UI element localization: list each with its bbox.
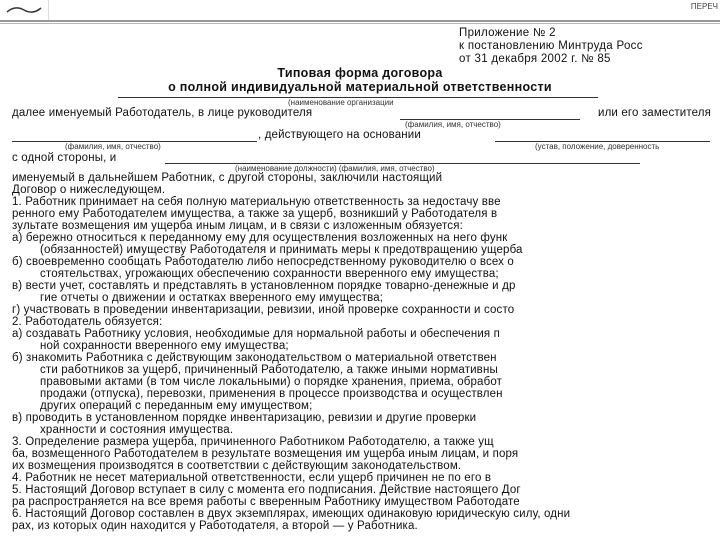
fio-hint-2: (фамилия, имя, отчество) [65, 142, 161, 151]
wave-logo-icon [6, 4, 42, 16]
clause-6: 6. Настоящий Договор составлен в двух экземплярах, имеющих одинаковую юридическую силу, одни [12, 508, 571, 520]
body-line-5: именуемый в дальнейшем Работник, с другой стороны, заключили настоящий [12, 172, 443, 184]
body-line-1-end: или его заместителя [598, 107, 712, 119]
clause-2b-cont-4: других операций с переданным ему имуществом; [40, 400, 313, 412]
clause-2b-cont-2: правовыми актами (в том числе локальными) о порядке хранения, приема, обработ [40, 376, 503, 388]
clause-2b: б) знакомить Работника с действующим законодательством о материальной ответствен [12, 352, 497, 364]
top-bar [0, 0, 720, 22]
fio-hint-1: (фамилия, имя, отчество) [405, 120, 501, 129]
body-line-6: Договор о нижеследующем. [12, 184, 166, 196]
clause-5-cont: ра распространяется на все время работы с вверенным Работнику имуществом Работодате [12, 496, 520, 508]
clause-1a-cont: (обязанностей) имуществу Работодателя и принимать меры к предотвращению ущерба [40, 244, 523, 256]
logo [0, 0, 49, 20]
clause-2c-cont: хранности и состояния имущества. [40, 424, 234, 436]
clause-6-cont: рах, из которых один находится у Работодателя, а второй — у Работника. [12, 520, 418, 532]
body-line-4: с одной стороны, и [12, 152, 117, 164]
clause-1b-cont: стоятельствах, угрожающих обеспечению сохранности вверенного ему имущества; [40, 268, 499, 280]
clause-2a-cont: ной сохранности вверенного ему имущества; [40, 340, 289, 352]
document-subtitle: о полной индивидуальной материальной ответственности [168, 80, 552, 94]
top-rule-thin [0, 23, 720, 24]
appendix-line-1: Приложение № 2 [459, 27, 556, 39]
clause-1b: б) своевременно сообщать Работодателю либо непосредственному руководителю о всех о [12, 256, 514, 268]
appendix-line-2: к постановлению Минтруда Росс [459, 40, 643, 52]
clause-3: 3. Определение размера ущерба, причиненного Работником Работодателю, а также ущ [12, 436, 494, 448]
top-rule [0, 20, 720, 22]
clause-1-cont-2: зультате возмещения им ущерба иным лицам, и в связи с изложенным обязуется: [12, 220, 463, 232]
body-line-3: , действующего на основании [258, 129, 421, 141]
clause-5: 5. Настоящий Договор вступает в силу с момента его подписания. Действие настоящего Дог [12, 484, 521, 496]
clause-1d: г) участвовать в проведении инвентаризации, ревизии, иной проверке сохранности и состо [12, 304, 515, 316]
clause-1c-cont: гие отчеты о движении и остатках вверенного ему имущества; [40, 292, 384, 304]
clause-2b-cont-3: продажи (отпуска), перевозки, применения в процессе производства и осуществлен [40, 388, 503, 400]
clause-2: 2. Работодатель обязуется: [12, 316, 163, 328]
clause-1-cont-1: ренного ему Работодателем имущества, а также за ущерб, возникший у Работодателя в [12, 208, 498, 220]
position-hint: (наименование должности) (фамилия, имя, отчество) [235, 164, 435, 173]
clause-1: 1. Работник принимает на себя полную материальную ответственность за недостачу вве [12, 196, 501, 208]
corner-text: ПЕРЕЧ [690, 2, 718, 11]
document-title: Типовая форма договора [277, 66, 443, 80]
clause-2a: а) создавать Работнику условия, необходимые для нормальной работы и обеспечения п [12, 328, 501, 340]
org-hint: (наименование организации [288, 98, 394, 107]
appendix-line-3: от 31 декабря 2002 г. № 85 [459, 53, 611, 65]
clause-2b-cont-1: сти работников за ущерб, причиненный Работодателю, а также иными нормативны [40, 364, 498, 376]
clause-1a: а) бережно относиться к переданному ему для осуществления возложенных на него функ [12, 232, 508, 244]
clause-2c: в) проводить в установленном порядке инвентаризацию, ревизии и другие проверки [12, 412, 477, 424]
clause-4: 4. Работник не несет материальной ответственности, если ущерб причинен не по его в [12, 472, 492, 484]
clause-3-cont-1: ба, возмещенного Работодателем в результате возмещения им ущерба иным лицам, и поря [12, 448, 519, 460]
body-line-1: далее именуемый Работодатель, в лице руководителя [12, 107, 313, 119]
clause-3-cont-2: их возмещения производятся в соответствии с действующим законодательством. [12, 460, 462, 472]
clause-1c: в) вести учет, составлять и представлять в установленном порядке товарно-денежные и др [12, 280, 516, 292]
charter-hint: (устав, положение, доверенность [535, 142, 660, 151]
